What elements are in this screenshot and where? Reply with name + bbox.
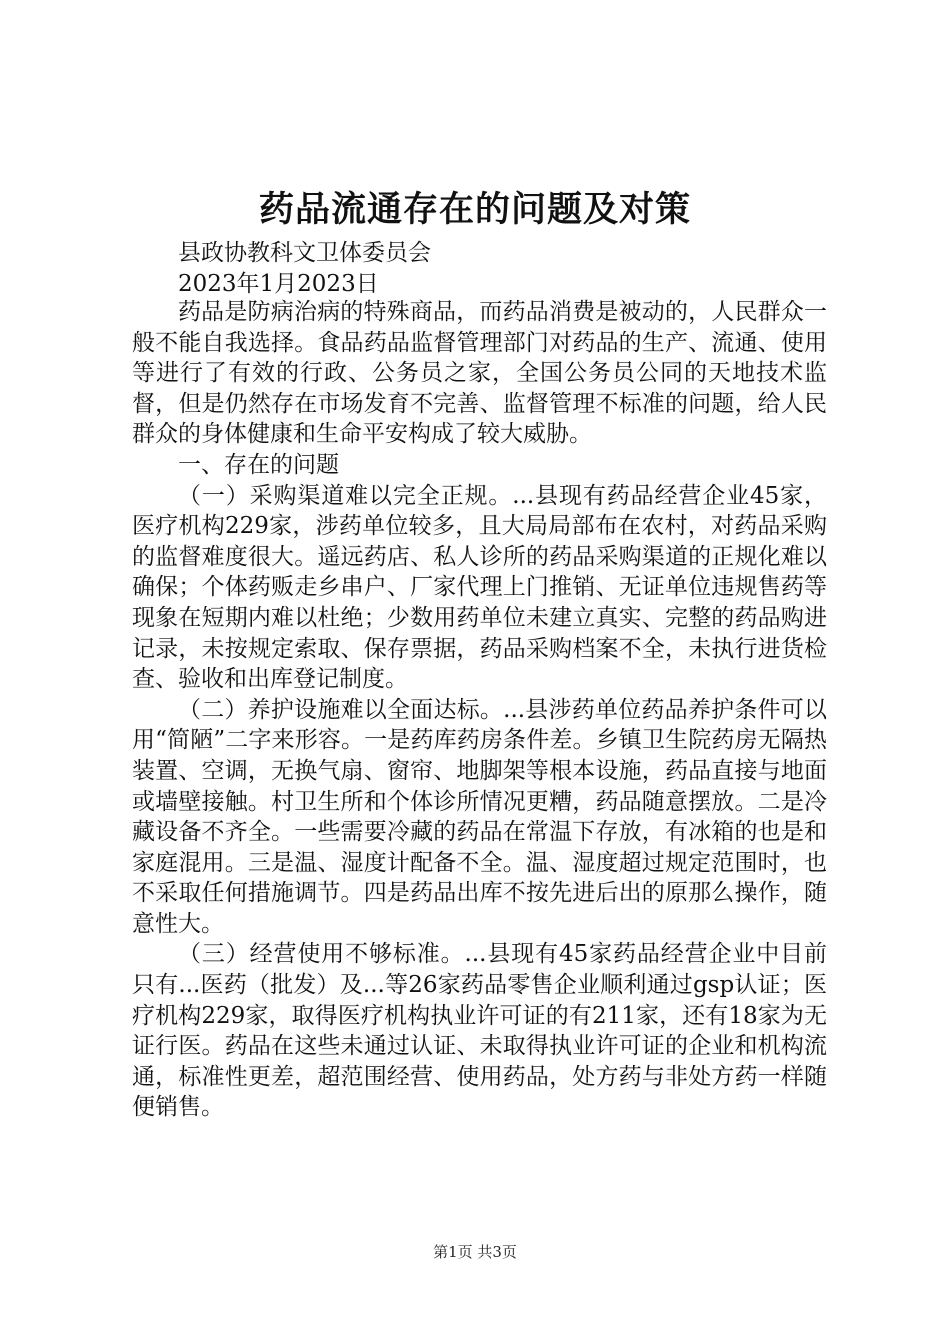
body-paragraph: （二）养护设施难以全面达标。...县涉药单位药品养护条件可以用“简陋”二字来形容。一是药库药房条件差。乡镇卫生院药房无隔热装置、空调，无换气扇、窗帘、地脚架等根本设施，药品直接与地面或墙壁接触。村卫生所和个体诊所情况更糟，药品随意摆放。二是冷藏设备不齐全。一些需要冷藏的药品在常温下存放，有冰箱的也是和家庭混用。三是温、湿度计配备不全。温、湿度超过规定范围时，也不采取任何措施调节。四是药品出库不按先进后出的原那么操作，随意性大。	[132, 696, 827, 937]
document-body	[132, 297, 827, 1123]
page-footer: 第1页 共3页	[433, 1243, 517, 1261]
intro-paragraph: 药品是防病治病的特殊商品，而药品消费是被动的，人民群众一般不能自我选择。食品药品监督管理部门对药品的生产、流通、使用等进行了有效的行政、公务员之家，全国公务员公同的天地技术监督，但是仍然存在市场发育不完善、监督管理不标准的问题，给人民群众的身体健康和生命平安构成了较大威胁。	[132, 299, 827, 448]
document-date: 2023年1月2023日	[178, 271, 379, 297]
document-title: 药品流通存在的问题及对策	[258, 189, 691, 230]
author-organization: 县政协教科文卫体委员会	[178, 240, 431, 266]
body-paragraph: （一）采购渠道难以完全正规。...县现有药品经营企业45家，医疗机构229家，涉药单位较多，且大局局部布在农村，对药品采购的监督难度很大。遥远药店、私人诊所的药品采购渠道的正规化难以确保；个体药贩走乡串户、厂家代理上门推销、无证单位违规售药等现象在短期内难以杜绝；少数用药单位未建立真实、完整的药品购进记录，未按规定索取、保存票据，药品采购档案不全，未执行进货检查、验收和出库登记制度。	[132, 482, 827, 693]
body-paragraph: （三）经营使用不够标准。...县现有45家药品经营企业中目前只有...医药（批发）及...等26家药品零售企业顺利通过gsp认证；医疗机构229家，取得医疗机构执业许可证的有211家，还有18家为无证行医。药品在这些未通过认证、未取得执业许可证的企业和机构流通，标准性更差，超范围经营、使用药品，处方药与非处方药一样随便销售。	[132, 941, 827, 1121]
section-heading: 一、存在的问题	[178, 451, 339, 478]
